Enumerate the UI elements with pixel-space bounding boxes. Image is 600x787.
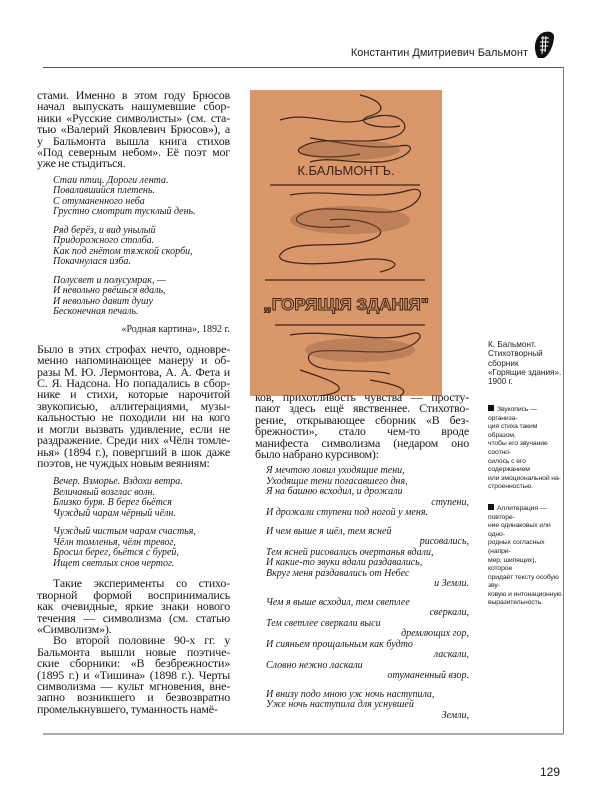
text-line: «Под северным небом». Её поэт мог [37,145,230,160]
text-line: И сияньем прощальным как будто [266,638,413,650]
text-line: И невольно давит душу [53,295,153,307]
sidebar-note-zvukopis [488,405,562,492]
text-line: И невольно рвёшься вдаль, [53,285,166,297]
text-line: И какие-то звуки вдали раздавались, [266,557,423,569]
text-line: Вечер. Взморье. Вздохи ветра. [53,476,183,488]
text-line: Уже ночь наступила для уснувшей [266,699,414,711]
text-line: И чем выше я шёл, тем ясней [266,525,392,537]
bullet-square-icon [488,504,494,510]
text-line: ласкали, [433,649,469,661]
text-line: (1895 г.) и «Тишина» (1898 г.). Черты [37,667,230,682]
text-line: раздражение. Среди них «Чёлн томле- [37,433,230,448]
text-line: Словно нежно ласкали [266,659,363,671]
left-column [37,90,230,715]
text-line: ские сборники: «В безбрежности» [37,656,230,671]
header-rule [43,67,564,68]
text-line: «Горящие здания». [488,367,562,377]
text-line: Я на башню всходил, и дрожали [266,486,403,498]
poem-ya-mechtoyu [255,466,469,721]
text-line: придаёт тексту особую зву- [488,573,559,590]
text-line: Величавый возглас волн. [53,486,155,498]
paragraph [37,578,230,635]
text-line: у Бальмонта вышла книга стихов [37,133,230,148]
text-line: кальностью не походили ни на кого [37,410,230,425]
text-line: Бросил берег, бьётся с бурей, [53,547,179,559]
poem-cheln-tomlenya [37,477,230,569]
text-line: Повалившийся плетень. [53,185,155,197]
text-line: Ищет светлых снов чертог. [53,557,175,569]
text-line: Бесконечная печаль. [53,306,139,318]
text-line: Чуждый чарам чёрный чёлн. [53,507,176,519]
text-line: Такие эксперименты со стихо- [53,576,230,591]
text-line: Ряд берёз, и вид унылый [53,224,156,236]
text-line: ков, прихотливость чувства — просту- [255,392,469,404]
text-line: уже не стыдиться. [37,156,126,171]
text-line: мер, шипящих), которое [488,556,537,573]
lyre-ornament-icon [530,30,558,60]
note-text: Аллитерация — повторе- [488,504,547,521]
text-line: Уходящие тени погасавшего дня, [266,475,408,487]
footer-rule [43,733,564,735]
text-line: строенностью. [488,483,533,491]
text-line: отуманенный взор. [387,670,469,682]
text-line: Чуждый чистым чарам счастья, [53,526,196,538]
text-line: И дрожали ступени под ногой у меня. [266,507,428,519]
text-line: Вкруг меня раздавались от Небес [266,567,410,579]
text-line: или эмоциональной на- [488,474,561,482]
sidebar-note-alliteratsiya [488,504,562,608]
text-line: ники «Русские символисты» (см. ста- [37,110,230,125]
text-line: тью «Валерий Яковлевич Брюсов»), а [37,122,230,137]
text-line: ступени, [431,496,469,508]
text-line: «Символизм»). [37,621,112,636]
text-line: Грустно смотрит тусклый день. [53,206,196,218]
text-line: разы М. Ю. Лермонтова, А. А. Фета и [37,364,230,379]
text-line: символизма — культ мгновения, вне- [37,678,230,693]
note-text: Звукопись — организа- [488,406,537,422]
bullet-square-icon [488,405,494,411]
note-line [488,405,562,423]
text-line: Стаи птиц. Дороги лента. [53,174,169,186]
text-line: сверкали, [429,607,469,619]
text-line: Полусвет и полусумрак, — [53,274,166,286]
text-line: ние одинаковых или одно- [488,522,551,538]
text-line: И внизу подо мною уж ночь наступила, [266,688,435,700]
text-line: Чем я выше всходил, тем светлее [266,596,410,608]
text-line: Во второй половине 90-х гг. у [53,633,230,648]
figure-caption [488,340,562,386]
text-line: С. Я. Надсона. Но попадались в сбор- [37,376,230,391]
text-line: Покачнулася изба. [53,256,131,268]
text-line: чтобы его звучание соотно- [488,440,548,456]
poem-attribution: «Родная картина», 1892 г. [121,323,230,335]
text-line: Чёлн томленья, чёлн тревог, [53,536,176,548]
text-line: Близко буря. В берег бьётся [53,497,172,509]
paragraph [255,392,469,460]
text-line: ция стиха таким образом, [488,423,538,439]
text-line: начал выпускать нашумевшие сбор- [37,99,230,114]
text-line: запно возникшего и безвозвратно [37,690,230,705]
margin-rule [563,67,564,734]
text-line: К. Бальмонт. [488,340,537,349]
text-line: было набрано курсивом): [255,447,379,462]
text-line: С отуманенного неба [53,195,145,207]
sidebar-notes [488,405,562,608]
running-title: Константин Дмитриевич Бальмонт [350,47,528,59]
page-number: 129 [540,765,561,779]
paragraph [37,635,230,715]
text-line: менно напоминающее манеру и об- [37,353,230,368]
paragraph [37,341,230,470]
text-line: Тем ясней рисовались очертанья вдали, [266,546,434,558]
text-line: нике и стихи, которые нарочитой [37,387,230,402]
text-line: дремлющих гор, [401,628,469,640]
text-line: манифеста символизма (недаром оно [255,435,469,450]
cover-author: К.БАЛЬМОНТЪ. [297,163,395,178]
text-line: как очевидные, яркие знаки нового [37,599,230,614]
text-line: Бальмонта вышли новые поэтиче- [37,644,230,659]
book-cover-illustration [250,90,442,396]
text-line: 1900 г. [488,377,513,387]
text-line: ковую и интонационную [488,590,562,598]
text-line: Стихотворный сборник [488,349,543,368]
text-line: выразительность. [488,599,543,607]
text-line: Было в этих строфах нечто, одновре- [37,341,230,356]
text-line: звукописью, аллитерациями, музы- [37,398,230,413]
book-cover-image [250,90,442,396]
text-line: рение, открывающее сборник «В без- [255,412,469,427]
text-line: силось с его содержанием [488,457,530,474]
text-line: Я мечтою ловил уходящие тени, [266,465,405,477]
text-line: стами. Именно в этом году Брюсов [37,88,230,102]
text-line: течения — символизма (см. статью [37,610,230,625]
text-line: нья» (1894 г.), повергший в шок даже [37,444,230,459]
text-line: творной формой воспринимались [37,587,230,602]
text-line: рисовались, [419,536,469,548]
poem-rodnaya-kartina [37,176,230,318]
right-column [255,392,469,721]
note-line [488,504,562,522]
text-line: пают здесь ещё явственнее. Стихотво- [255,401,469,416]
text-line: Как под гнётом тяжкой скорби, [53,245,193,257]
text-line: родных согласных (напри- [488,539,545,555]
text-line: Придорожного столба. [53,235,155,247]
text-line: Земли, [441,709,469,721]
cover-title: „ГОРЯЩІЯ ЗДАНІЯ" [263,295,429,314]
text-line: и могли вызвать удивление, если не [37,421,230,436]
text-line: брежности», стало чем-то вроде [255,424,469,439]
text-line: и Земли. [434,578,469,590]
text-line: Тем светлее сверкали выси [266,617,381,629]
paragraph [37,90,230,170]
text-line: поэтов, не чуждых новым веяниям: [37,455,210,470]
text-line: промелькнувшего, туманность намё- [37,701,218,716]
